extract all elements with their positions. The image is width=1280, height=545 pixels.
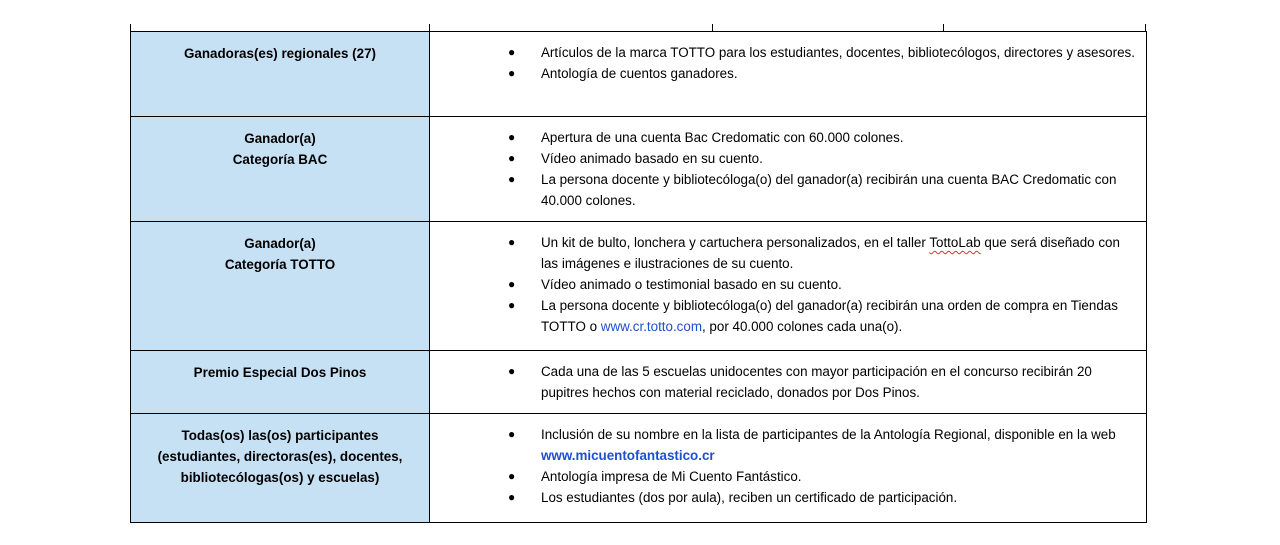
- totto-link[interactable]: www.cr.totto.com: [600, 319, 702, 334]
- list-item: ● La persona docente y bibliotecóloga(o) del ganador(a) recibirán una orden de compra en Tiendas TOTTO o www.cr.totto.com, por 40.000 colones cada una(o).: [430, 295, 1138, 337]
- table-row: [131, 32, 1147, 117]
- bullet-icon: ●: [508, 490, 516, 504]
- micuentofantastico-link[interactable]: www.micuentofantastico.cr: [541, 448, 715, 463]
- list-item: ● Antología impresa de Mi Cuento Fantástico.: [430, 466, 1138, 487]
- category-label: Ganador(a): [244, 236, 316, 251]
- bullet-icon: ●: [508, 469, 516, 483]
- category-cell: [131, 117, 430, 222]
- category-label: Ganador(a): [244, 131, 316, 146]
- prize-cell: [430, 32, 1147, 117]
- table-row: [131, 222, 1147, 351]
- bullet-icon: ●: [508, 130, 516, 144]
- prize-cell: [430, 222, 1147, 351]
- category-cell: [131, 32, 430, 117]
- category-sublabel: Categoría BAC: [232, 152, 328, 167]
- table-row: [131, 414, 1147, 523]
- table-row: [131, 351, 1147, 414]
- bullet-icon: ●: [508, 427, 516, 441]
- category-cell: [131, 222, 430, 351]
- awards-table: [130, 31, 1147, 523]
- category-label: Todas(os) las(os) participantes (estudiantes, directoras(es), docentes, bibliotecólogas(os) y escuelas): [157, 428, 403, 485]
- bullet-icon: ●: [508, 364, 516, 378]
- prize-cell: [430, 351, 1147, 414]
- list-item: ● Un kit de bulto, lonchera y cartuchera personalizados, en el taller TottoLab que será diseñado con las imágenes e ilustraciones de su cuento.: [430, 232, 1138, 274]
- list-item: ● Vídeo animado basado en su cuento.: [430, 148, 1138, 169]
- list-item: ● Artículos de la marca TOTTO para los estudiantes, docentes, bibliotecólogos, directores y asesores.: [430, 42, 1138, 63]
- prize-cell: [430, 414, 1147, 523]
- category-label: Ganadoras(es) regionales (27): [183, 46, 376, 61]
- bullet-icon: ●: [508, 298, 516, 312]
- prize-cell: [430, 117, 1147, 222]
- bullet-icon: ●: [508, 45, 516, 59]
- list-item: ● Cada una de las 5 escuelas unidocentes con mayor participación en el concurso recibirán 20 pupitres hechos con material reciclado, donados por Dos Pinos.: [430, 361, 1138, 403]
- bullet-icon: ●: [508, 277, 516, 291]
- list-item: ● Vídeo animado o testimonial basado en su cuento.: [430, 274, 1138, 295]
- bullet-icon: ●: [508, 66, 516, 80]
- list-item: ● Antología de cuentos ganadores.: [430, 63, 1138, 84]
- category-label: Premio Especial Dos Pinos: [193, 365, 367, 380]
- list-item: ● Apertura de una cuenta Bac Credomatic con 60.000 colones.: [430, 127, 1138, 148]
- bullet-icon: ●: [508, 172, 516, 186]
- table-row: [131, 117, 1147, 222]
- category-cell: [131, 414, 430, 523]
- category-sublabel: Categoría TOTTO: [224, 257, 336, 272]
- list-item: ● Los estudiantes (dos por aula), reciben un certificado de participación.: [430, 487, 1138, 508]
- spellcheck-word: TottoLab: [929, 235, 981, 250]
- bullet-icon: ●: [508, 151, 516, 165]
- category-cell: [131, 351, 430, 414]
- list-item: ● La persona docente y bibliotecóloga(o) del ganador(a) recibirán una cuenta BAC Credomatic con 40.000 colones.: [430, 169, 1138, 211]
- list-item: ● Inclusión de su nombre en la lista de participantes de la Antología Regional, disponible en la web www.micuentofantastico.cr: [430, 424, 1138, 466]
- bullet-icon: ●: [508, 235, 516, 249]
